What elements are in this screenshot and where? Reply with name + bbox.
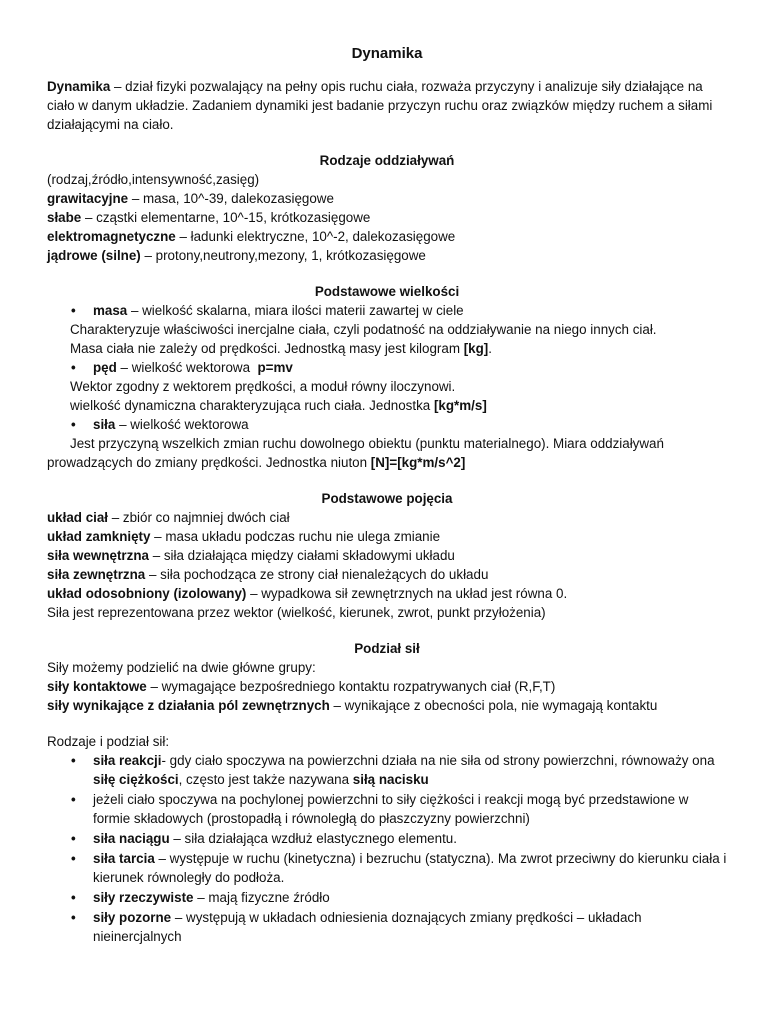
section-heading-interactions: Rodzaje oddziaływań [319, 153, 455, 168]
sila-term: siła [93, 417, 116, 432]
pozorne-text: – występują w układach odniesienia doznających zmiany prędkości – układach nieinercjalnych [93, 910, 642, 944]
concept-item [47, 546, 727, 565]
page-title: Dynamika [351, 45, 423, 62]
concept-term: układ ciał [47, 510, 109, 525]
ped-formula: p=mv [257, 360, 293, 375]
sila-line-3-text: prowadzących do zmiany prędkości. Jednostka niuton [47, 455, 371, 470]
division-term: siły kontaktowe [47, 679, 147, 694]
concept-text: – masa układu podczas ruchu nie ulega zmianie [150, 529, 441, 544]
bullet-naciag [47, 829, 727, 848]
division-item [47, 696, 727, 715]
masa-line-2: Charakteryzuje właściwości inercjalne ciała, czyli podatność na oddziaływanie na niego innych ciał. [70, 322, 657, 337]
interaction-item [47, 189, 727, 208]
concept-item [47, 508, 727, 527]
bullet-pochylnia: • jeżeli ciało spoczywa na pochylonej powierzchni to siły ciężkości i reakcji mogą być przedstawione w formie składowych (prostopadłą i równoległą do płaszczyzny powierzchni) [47, 790, 727, 828]
masa-unit: [kg] [463, 341, 489, 356]
interaction-item [47, 208, 727, 227]
interaction-text: – ładunki elektryczne, 10^-2, dalekozasięgowe [175, 229, 456, 244]
ped-line-3 [47, 396, 727, 415]
intro-term: Dynamika [47, 79, 111, 94]
concept-text: – zbiór co najmniej dwóch ciał [108, 510, 290, 525]
concept-term: siła wewnętrzna [47, 548, 149, 563]
interaction-item [47, 227, 727, 246]
naciag-term: siła naciągu [93, 831, 170, 846]
concept-text: – wypadkowa sił zewnętrznych na układ jest równa 0. [246, 586, 568, 601]
interaction-text: – protony,neutrony,mezony, 1, krótkozasięgowe [140, 248, 426, 263]
sila-unit: [N]=[kg*m/s^2] [370, 455, 466, 470]
section-heading-division: Podział sił [354, 641, 420, 656]
interactions-subtitle: (rodzaj,źródło,intensywność,zasięg) [47, 172, 260, 187]
bullet-pozorne [47, 908, 727, 946]
section-heading-concepts: Podstawowe pojęcia [321, 491, 453, 506]
masa-line-3-text: Masa ciała nie zależy od prędkości. Jednostką masy jest kilogram [70, 341, 464, 356]
rzeczywiste-text: – mają fizyczne źródło [193, 890, 330, 905]
division-term: siły wynikające z działania pól zewnętrznych [47, 698, 330, 713]
concept-term: siła zewnętrzna [47, 567, 146, 582]
reakcja-term: siła reakcji [93, 753, 162, 768]
ped-line-3-text: wielkość dynamiczna charakteryzująca ruch ciała. Jednostka [70, 398, 434, 413]
division-intro: Siły możemy podzielić na dwie główne grupy: [47, 660, 316, 675]
reakcja-bold-2: siłę ciężkości [93, 772, 179, 787]
concept-item [47, 527, 727, 546]
bullet-tarcie [47, 849, 727, 887]
bullet-rzeczywiste [47, 888, 727, 907]
pozorne-term: siły pozorne [93, 910, 172, 925]
tarcie-term: siła tarcia [93, 851, 155, 866]
interaction-term: grawitacyjne [47, 191, 129, 206]
rzeczywiste-term: siły rzeczywiste [93, 890, 194, 905]
bullet-ped [47, 358, 727, 377]
bullet-sila [47, 415, 727, 434]
concept-item [47, 565, 727, 584]
division-text: – wymagające bezpośredniego kontaktu rozpatrywanych ciał (R,F,T) [146, 679, 556, 694]
reakcja-bold-3: siłą nacisku [352, 772, 429, 787]
sila-line-2: Jest przyczyną wszelkich zmian ruchu dowolnego obiektu (punktu materialnego). Miara oddziaływań [70, 436, 664, 451]
masa-text: – wielkość skalarna, miara ilości materii zawartej w ciele [127, 303, 464, 318]
ped-line-2: Wektor zgodny z wektorem prędkości, a moduł równy iloczynowi. [70, 379, 456, 394]
concept-term: układ zamknięty [47, 529, 151, 544]
interaction-term: słabe [47, 210, 82, 225]
ped-unit: [kg*m/s] [433, 398, 487, 413]
interaction-item [47, 246, 727, 265]
concept-term: układ odosobniony (izolowany) [47, 586, 247, 601]
section-heading-quantities: Podstawowe wielkości [314, 284, 460, 299]
concept-text: – siła działająca między ciałami składowymi układu [148, 548, 455, 563]
interaction-term: jądrowe (silne) [47, 248, 141, 263]
masa-line-3 [47, 339, 727, 358]
naciag-text: – siła działająca wzdłuż elastycznego elementu. [169, 831, 457, 846]
reakcja-text: - gdy ciało spoczywa na powierzchni działa na nie siła od strony powierzchni, równoważy ona [161, 753, 715, 768]
bullet-reakcja [47, 751, 727, 789]
ped-term: pęd [93, 360, 117, 375]
masa-line-3-end: . [488, 341, 492, 356]
ped-text: – wielkość wektorowa [116, 360, 258, 375]
interaction-text: – cząstki elementarne, 10^-15, krótkozasięgowe [81, 210, 371, 225]
sila-text: – wielkość wektorowa [115, 417, 249, 432]
division-item [47, 677, 727, 696]
masa-term: masa [93, 303, 128, 318]
intro-text: – dział fizyki pozwalający na pełny opis ruchu ciała, rozważa przyczyny i analizuje siły działające na ciało w danym układzie. Zadaniem dynamiki jest badanie przyczyn ruchu oraz związków między ruchem a siłami działającymi na ciało. [47, 79, 713, 132]
bullet-masa [47, 301, 727, 320]
intro-paragraph [47, 77, 727, 134]
document-page [47, 44, 727, 947]
sila-line-3 [47, 453, 727, 472]
interaction-text: – masa, 10^-39, dalekozasięgowe [128, 191, 334, 206]
interaction-term: elektromagnetyczne [47, 229, 176, 244]
concept-text: – siła pochodząca ze strony ciał nienależących do układu [145, 567, 489, 582]
division-text: – wynikające z obecności pola, nie wymagają kontaktu [329, 698, 658, 713]
concept-item [47, 584, 727, 603]
concepts-note: Siła jest reprezentowana przez wektor (wielkość, kierunek, zwrot, punkt przyłożenia) [47, 605, 546, 620]
tarcie-text: – występuje w ruchu (kinetyczna) i bezruchu (statyczna). Ma zwrot przeciwny do kierunku ciała i kierunek równoległy do podłoża. [93, 851, 727, 885]
reakcja-text-2: , często jest także nazywana [178, 772, 353, 787]
types-heading: Rodzaje i podział sił: [47, 734, 170, 749]
